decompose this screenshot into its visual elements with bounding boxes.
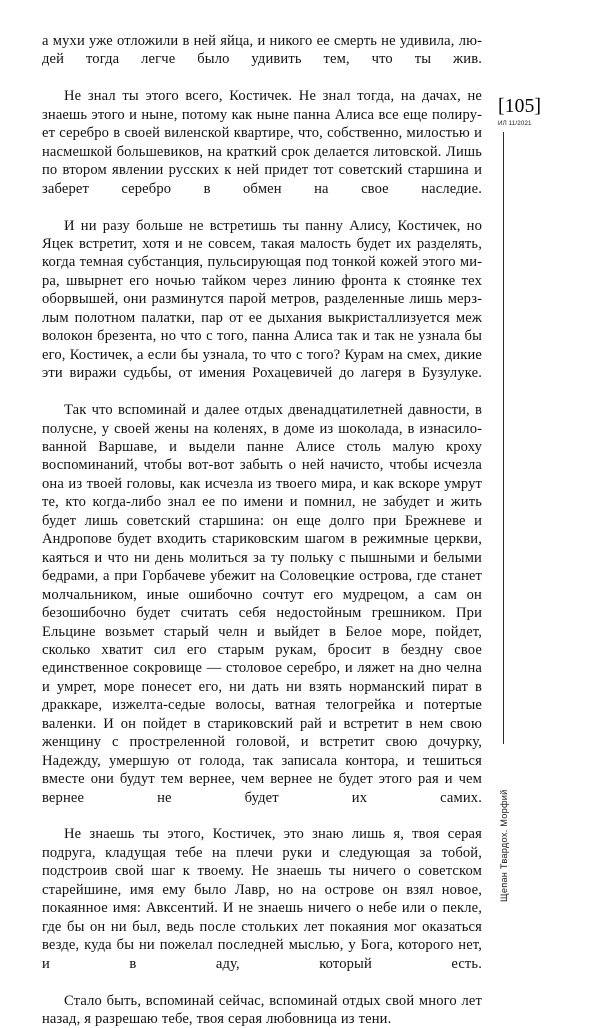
folio-block bbox=[498, 96, 590, 128]
body-text-column bbox=[42, 32, 482, 1028]
paragraph: Не знал ты этого всего, Костичек. Не знал тогда, на дачах, не знаешь этого и ныне, потому как ныне панна Алиса все еще полирует серебро в своей виленской квартире, что, собственно, милостью и насмешкой большевиков, на краткий срок делается литовской. Лишь по втором явлении русских к ней придет тот советский старшина и заберет серебро в обмен на свое наследие. bbox=[42, 88, 482, 197]
running-title: Щепан Твардох. Морфий bbox=[499, 789, 509, 902]
page-number: [105] bbox=[498, 96, 542, 117]
paragraph: Так что вспоминай и далее отдых двенадцатилетней давности, в полусне, у своей жены на коленях, в доме из шоколада, в изнасилованной Варшаве, и выдели панне Алисе столь малую кроху воспоминаний, чтобы вот-вот забыть о ней начисто, чтобы исчезла она из твоей головы, как исчезла из твоего мира, и как вскоре умрут те, кто когда-либо знал ее по имени и помнил, не забудет и жить будет лишь советский старшина: он еще долго при Брежневе и Андропове будет входить стариковским шагом в режимные церкви, каяться и что ни день молиться за ту польку с пышными и белыми бедрами, а при Горбачеве убежит на Соловецкие острова, где станет молчальником, иные ошибочно сочтут его мудрецом, а сам он безошибочно будет считать себя недостойным грешником. При Ельцине возьмет старый челн и выйдет в Белое море, пойдет, сколько хватит сил его старым рукам, бросит в бездну свое единственное сокровище — столовое серебро, и ляжет на дно челна и умрет, море понесет его, ни дать ни взять норманский пират в драккаре, изжелта-седые волосы, ватная телогрейка и потертые валенки. И он пойдет в стариковский рай и встретит в нем свою женщину с простреленной головой, и встретит свою дочурку, Надежду, умершую от голода, так записала контора, и тешиться вместе они будут тем вернее, чем вернее не будет этого рая и чем вернее не будет их самих. bbox=[42, 402, 482, 806]
paragraph: а мухи уже отложили в ней яйца, и никого ее смерть не удивила, людей тогда легче было удивить тем, что ты жив. bbox=[42, 33, 482, 68]
paragraph: Стало быть, вспоминай сейчас, вспоминай отдых свой много лет назад, я разрешаю тебе, твоя серая любовница из тени. bbox=[42, 992, 482, 1028]
issue-label: ИЛ 11/2021 bbox=[498, 120, 532, 127]
paragraph: Не знаешь ты этого, Костичек, это знаю лишь я, твоя серая подруга, кладущая тебе на плечи руки и следующая за тобой, подстроив свой шаг к твоему. Не знаешь ты ничего о советском старейшине, имя ему было Лавр, но на острове он взял новое, покаянное имя: Авксентий. И не знаешь ничего о небе или о пекле, где бы он ни был, ведь после стольких лет покаяния мог оказаться везде, куда бы ни пожелал последней мыслью, у Бога, которого нет, и в аду, который есть. bbox=[42, 826, 482, 972]
margin-rule-divider bbox=[503, 132, 504, 744]
paragraph: И ни разу больше не встретишь ты панну Алису, Костичек, но Яцек встретит, хотя и не совсем, такая малость будет их разделять, когда темная субстанция, пульсирующая под тонкой кожей этого мира, швырнет его ночью тайком через линию фронта к стоянке тех оборвышей, они разминутся парой метров, разделенные лишь мерзлым полотном палатки, пар от ее дыхания выкристаллизуется меж волокон брезента, но что с того, панна Алиса так и так не узнала бы его, Костичек, а если бы узнала, то что с того? Курам на смех, дикие эти виражи судьбы, от имения Рохацевичей до лагеря в Бузулуке. bbox=[42, 217, 482, 382]
